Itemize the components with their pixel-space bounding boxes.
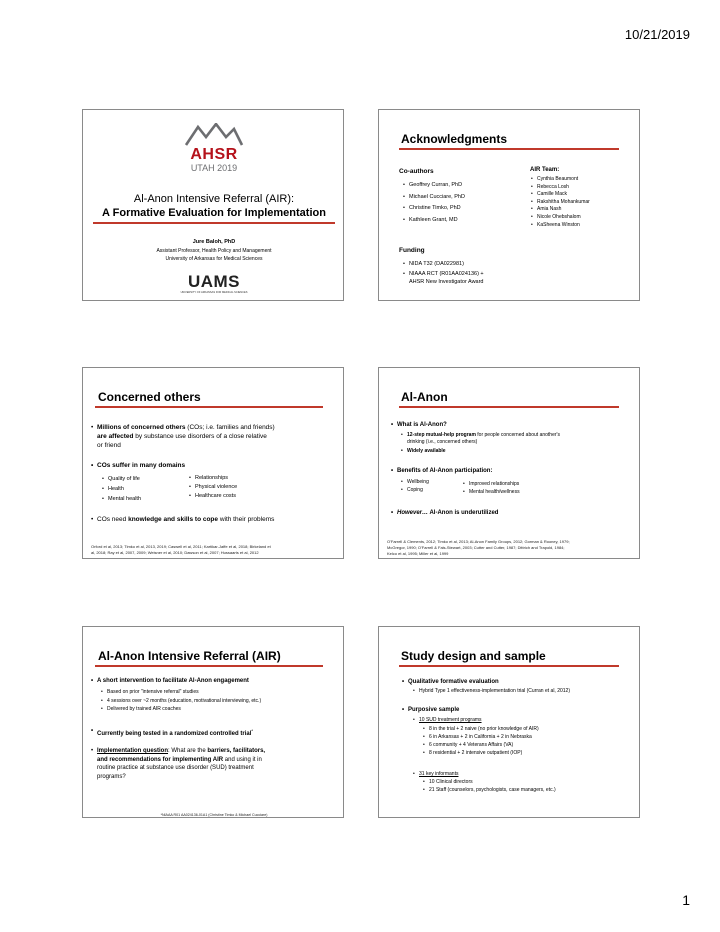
bullet-1 <box>97 678 249 684</box>
heading-underline <box>399 406 619 408</box>
list-item: • Relationships <box>195 474 237 483</box>
bullet-1 <box>97 423 275 432</box>
list-item: • 8 residential + 2 intensive outpatient (IOP) <box>429 749 539 757</box>
list-item: • 21 Staff (counselors, psychologists, case managers, etc.) <box>429 787 556 795</box>
uams-logo-text: UAMS <box>187 272 241 291</box>
list-item: • What is Al-Anon? <box>397 422 447 428</box>
bold-text: knowledge and skills to cope <box>128 516 219 523</box>
italic-text: However… <box>397 510 429 516</box>
list-item: • Purposive sample <box>408 707 459 713</box>
programs-list <box>429 725 539 757</box>
team-heading: AIR Team: <box>530 167 560 173</box>
list-item <box>97 728 253 737</box>
bullet-3-line3: routine practice at substance use disorder (SUD) treatment <box>97 765 254 771</box>
text: (COs; i.e. families and friends) <box>185 424 275 431</box>
list-item <box>97 423 275 432</box>
slide-air <box>82 626 344 818</box>
text: Currently being tested in a randomized controlled trial <box>97 731 252 737</box>
slide-concerned-others <box>82 367 344 559</box>
page-date: 10/21/2019 <box>624 27 690 42</box>
slide-heading: Al-Anon <box>401 390 448 404</box>
sub-bullet-1-line2: drinking (i.e., concerned others) <box>407 439 478 445</box>
sub-bullet-2 <box>407 448 446 455</box>
list-item: • 6 community + 4 Veterans Affairs (VA) <box>429 741 539 749</box>
list-item: • Health <box>108 484 141 494</box>
slide-title <box>82 109 344 301</box>
funding-award: AHSR New Investigator Award <box>409 279 484 285</box>
text: and using it in <box>223 756 262 763</box>
slide-heading: Concerned others <box>98 390 201 404</box>
ahsr-logo-text: AHSR <box>190 146 238 163</box>
slide-al-anon <box>378 367 640 559</box>
references-line2: McGregor, 1990; O'Farrell & Fals-Stewart, 2003; Cutter and Cutter, 1987; Dittrich and Trapold, 1984; <box>387 545 565 550</box>
list-item: • Michael Cucciare, PhD <box>409 192 465 204</box>
list-item <box>97 516 274 523</box>
list-item: • NIDA T32 (DA022981) <box>409 260 484 270</box>
domain-list-col1 <box>108 474 141 504</box>
list-item: • Improved relationships <box>469 480 520 488</box>
informants-list <box>429 779 556 794</box>
text: for people concerned about another's <box>475 432 560 438</box>
ahsr-logo-sub: UTAH 2019 <box>190 163 238 173</box>
underlined-text: Implementation question <box>97 748 169 754</box>
sub-bullets <box>107 688 261 714</box>
domain-list-col2 <box>195 474 237 501</box>
text: with their problems <box>218 516 275 523</box>
bold-text: and recommendations for implementing AIR <box>97 756 224 763</box>
list-item: • NIAAA RCT (R01AA024136) + <box>409 270 484 280</box>
bullet-what <box>397 422 447 428</box>
text: by substance use disorders of a close relative <box>133 433 267 440</box>
informants-heading <box>419 771 458 778</box>
bullet-3 <box>97 747 265 756</box>
bullet-1-line3: or friend <box>97 442 121 449</box>
slide-heading: Acknowledgments <box>401 132 508 146</box>
sub-bullet-1 <box>419 688 570 695</box>
list-item: • Widely available <box>407 448 446 455</box>
list-item: • A short intervention to facilitate Al-Anon engagement <box>97 678 249 684</box>
list-item: • Nicole Ohebshalom <box>537 214 590 222</box>
list-item: • Mental health/wellness <box>469 488 520 496</box>
bold-text: Millions of concerned others <box>97 424 186 431</box>
list-item: • Coping <box>407 486 429 494</box>
references-line2: al, 2018; Ray et al, 2007, 2009; Weisner et al, 2010; Dawson et al, 2007; Hussaarts et al, 2012 <box>91 550 259 555</box>
bullet-benefits <box>397 468 492 474</box>
references-line1: Orford et al, 2013; Timko et al, 2013, 2019; Caswell et al, 2011; Kartikar-Jaffe et al, 2018; Birkeland et <box>91 544 271 549</box>
list-item: • 6 in Arkansas + 2 in California + 2 in Nebraska <box>429 733 539 741</box>
benefits-col1 <box>407 478 429 494</box>
list-item <box>407 432 560 439</box>
slide-heading: Study design and sample <box>401 649 546 663</box>
list-item: • Geoffrey Curran, PhD <box>409 180 465 192</box>
heading-underline <box>95 406 323 408</box>
funding-list <box>409 260 484 279</box>
list-item: • 8 in the trial + 2 naive (no prior knowledge of AIR) <box>429 725 539 733</box>
author-position: Assistant Professor, Health Policy and Management <box>156 248 272 254</box>
bullet-1-line2 <box>97 432 267 441</box>
list-item <box>397 510 498 516</box>
bullet-3 <box>97 516 274 523</box>
list-item: • Rebecca Losh <box>537 184 590 192</box>
list-item: • Based on prior "intensive referral" studies <box>107 688 261 697</box>
list-item <box>419 717 482 724</box>
slide-heading: Al-Anon Intensive Referral (AIR) <box>98 649 281 663</box>
list-item: • Kathleen Grant, MD <box>409 215 465 227</box>
list-item: • Hybrid Type 1 effectiveness-implementation trial (Curran et al, 2012) <box>419 688 570 695</box>
bullet-however <box>397 510 498 516</box>
bullet-2 <box>97 462 185 469</box>
list-item: • Delivered by trained AIR coaches <box>107 705 261 714</box>
heading-underline <box>399 148 619 150</box>
list-item: • 4 sessions over ~2 months (education, motivational interviewing, etc.) <box>107 697 261 706</box>
text: COs need <box>97 516 129 523</box>
list-item: • Benefits of Al-Anon participation: <box>397 468 492 474</box>
slide-title-line1: Al-Anon Intensive Referral (AIR): <box>133 193 295 205</box>
coauthors-list <box>409 180 465 226</box>
bullet-2 <box>408 707 459 713</box>
benefits-col2 <box>469 480 520 496</box>
list-item: • COs suffer in many domains <box>97 462 185 469</box>
slide-acknowledgments <box>378 109 640 301</box>
bold-text: are affected <box>97 433 134 440</box>
list-item: • Rakshitha Mohankumar <box>537 199 590 207</box>
list-item: • Cynthia Beaumont <box>537 176 590 184</box>
list-item: • Mental health <box>108 494 141 504</box>
page-number: 1 <box>682 892 690 908</box>
mountain-logo-icon <box>184 123 244 147</box>
heading-underline <box>399 665 619 667</box>
list-item: • KaSheena Winston <box>537 222 590 230</box>
programs-heading <box>419 717 482 724</box>
bullet-3-line4: programs? <box>97 773 126 780</box>
list-item: • Camille Mack <box>537 191 590 199</box>
funding-heading: Funding <box>399 247 425 254</box>
author-affiliation: University of Arkansas for Medical Sciences <box>165 256 263 262</box>
references-line1: O'Farrell & Clements, 2012; Timko et al, 2013; Al-Anon Family Groups, 2012; Gorman & Rooney, 1979; <box>387 539 570 544</box>
list-item: • Physical violence <box>195 483 237 492</box>
author-name: Jure Baloh, PhD <box>192 239 236 245</box>
list-item: • Quality of life <box>108 474 141 484</box>
footnote-marker: * <box>251 728 253 733</box>
list-item: • 10 Clinical directors <box>429 779 556 787</box>
team-list <box>537 176 590 229</box>
coauthors-heading: Co-authors <box>399 168 434 175</box>
list-item: • Amia Nash <box>537 206 590 214</box>
bold-text: 12-step mutual-help program <box>407 432 476 438</box>
list-item: • Christine Timko, PhD <box>409 203 465 215</box>
heading-underline <box>95 665 323 667</box>
text: Al-Anon is underutilized <box>428 510 499 516</box>
footnote: *NIAAA R01 AA024136-01A1 (Christine Timko & Michael Cucciare) <box>160 813 268 817</box>
uams-logo-sub: UNIVERSITY OF ARKANSAS FOR MEDICAL SCIENCES <box>180 291 248 294</box>
list-item <box>97 747 265 756</box>
slide-title-line2: A Formative Evaluation for Implementation <box>102 207 326 219</box>
title-underline <box>93 222 335 224</box>
slide-study-design <box>378 626 640 818</box>
bullet-3-line2 <box>97 756 262 765</box>
underlined-text: 10 SUD treatment programs <box>419 717 482 723</box>
list-item: • Wellbeing <box>407 478 429 486</box>
list-item: • Qualitative formative evaluation <box>408 679 499 685</box>
sub-bullet-1 <box>407 432 560 439</box>
text: : What are the <box>168 748 208 754</box>
bullet-1 <box>408 679 499 685</box>
list-item <box>419 771 458 778</box>
bold-text: barriers, facilitators, <box>207 748 266 754</box>
bullet-2 <box>97 728 253 737</box>
underlined-text: 31 key informants <box>419 771 459 777</box>
references-line3: Kelco et al, 1995; Miller et al, 1999 <box>387 551 449 556</box>
list-item: • Healthcare costs <box>195 492 237 501</box>
